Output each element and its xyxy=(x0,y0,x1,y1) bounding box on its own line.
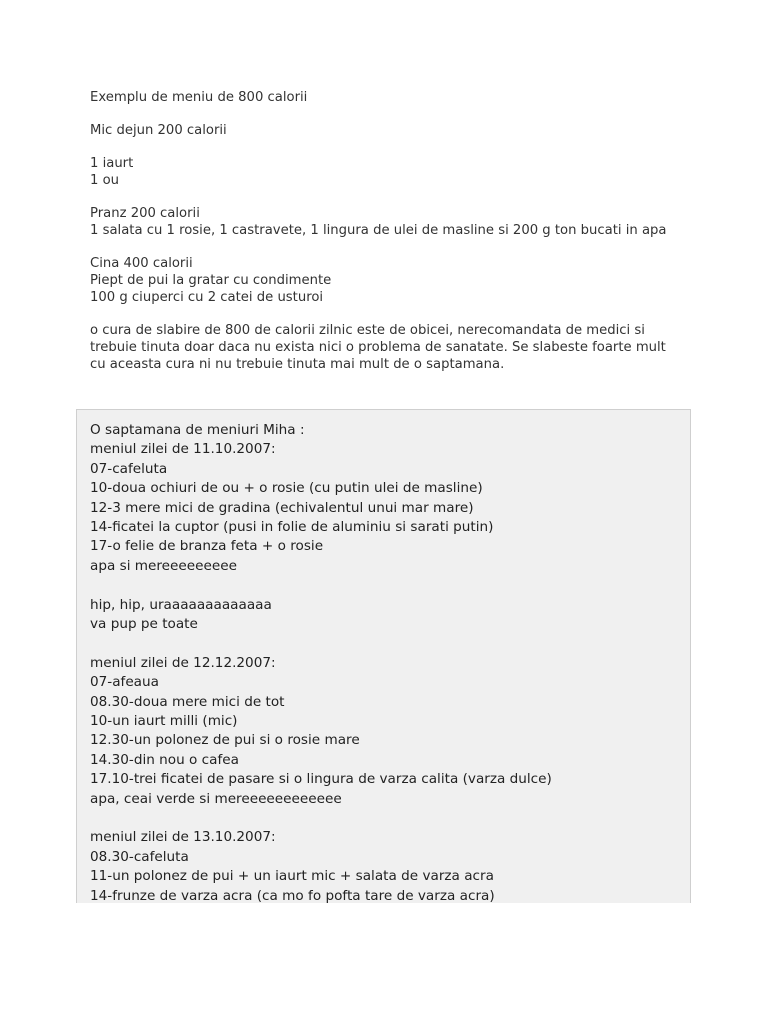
text-line: 1 iaurt xyxy=(90,156,134,171)
quote-line: apa, ceai verde si mereeeeeeeeeeee xyxy=(90,790,342,807)
text-line: Piept de pui la gratar cu condimente xyxy=(90,273,332,288)
quote-line: 10-doua ochiuri de ou + o rosie (cu putin ulei de masline) xyxy=(90,480,483,497)
text-line: 1 salata cu 1 rosie, 1 castravete, 1 lingura de ulei de masline si 200 g ton bucati in apa xyxy=(90,223,667,238)
text-line: Exemplu de meniu de 800 calorii xyxy=(90,90,308,105)
intro-paragraph xyxy=(90,322,680,373)
quote-line: 07-cafeluta xyxy=(90,460,168,477)
text-line: 100 g ciuperci cu 2 catei de usturoi xyxy=(90,290,324,305)
quoted-post-box xyxy=(76,409,691,903)
quote-line: 14-ficatei la cuptor (pusi in folie de aluminiu si sarati putin) xyxy=(90,519,494,536)
text-line: Cina 400 calorii xyxy=(90,256,193,271)
blank-line xyxy=(90,809,690,828)
text-line: o cura de slabire de 800 de calorii zilnic este de obicei, nerecomandata de medici si trebuie tinuta doar daca nu exista nici o problema de sanatate. Se slabeste foarte mult cu aceasta cura ni nu trebuie tinuta mai mult de o saptamana. xyxy=(90,323,671,372)
intro-paragraph xyxy=(90,255,680,306)
quote-line: meniul zilei de 12.12.2007: xyxy=(90,654,276,671)
intro-paragraph xyxy=(90,205,680,239)
quote-line: 12.30-un polonez de pui si o rosie mare xyxy=(90,732,360,749)
text-line: 1 ou xyxy=(90,173,120,188)
quote-line: 17.10-trei ficatei de pasare si o lingura de varza calita (varza dulce) xyxy=(90,771,552,788)
text-line: Mic dejun 200 calorii xyxy=(90,123,227,138)
blank-line xyxy=(90,576,690,595)
intro-paragraph xyxy=(90,122,680,139)
quote-line: 10-un iaurt milli (mic) xyxy=(90,713,238,730)
quote-line: meniul zilei de 13.10.2007: xyxy=(90,829,276,846)
quote-line: hip, hip, uraaaaaaaaaaaaa xyxy=(90,596,272,613)
quote-line: O saptamana de meniuri Miha : xyxy=(90,422,305,438)
quote-line: 08.30-doua mere mici de tot xyxy=(90,693,285,710)
quote-line: 11-un polonez de pui + un iaurt mic + salata de varza acra xyxy=(90,868,494,885)
intro-text xyxy=(90,89,680,389)
quote-line: 14.30-din nou o cafea xyxy=(90,751,239,768)
text-line: Pranz 200 calorii xyxy=(90,206,200,221)
intro-paragraph xyxy=(90,89,680,106)
quote-line: 14-frunze de varza acra (ca mo fo pofta tare de varza acra) xyxy=(90,887,495,903)
quote-line: meniul zilei de 11.10.2007: xyxy=(90,441,276,458)
quote-line: 12-3 mere mici de gradina (echivalentul unui mar mare) xyxy=(90,499,474,516)
quote-line: 08.30-cafeluta xyxy=(90,848,189,865)
quote-line: 07-afeaua xyxy=(90,674,159,691)
quote-line: 17-o felie de branza feta + o rosie xyxy=(90,538,324,555)
quote-line: va pup pe toate xyxy=(90,616,198,633)
intro-paragraph xyxy=(90,155,680,189)
blank-line xyxy=(90,634,690,653)
quote-line: apa si mereeeeeeeee xyxy=(90,557,237,574)
